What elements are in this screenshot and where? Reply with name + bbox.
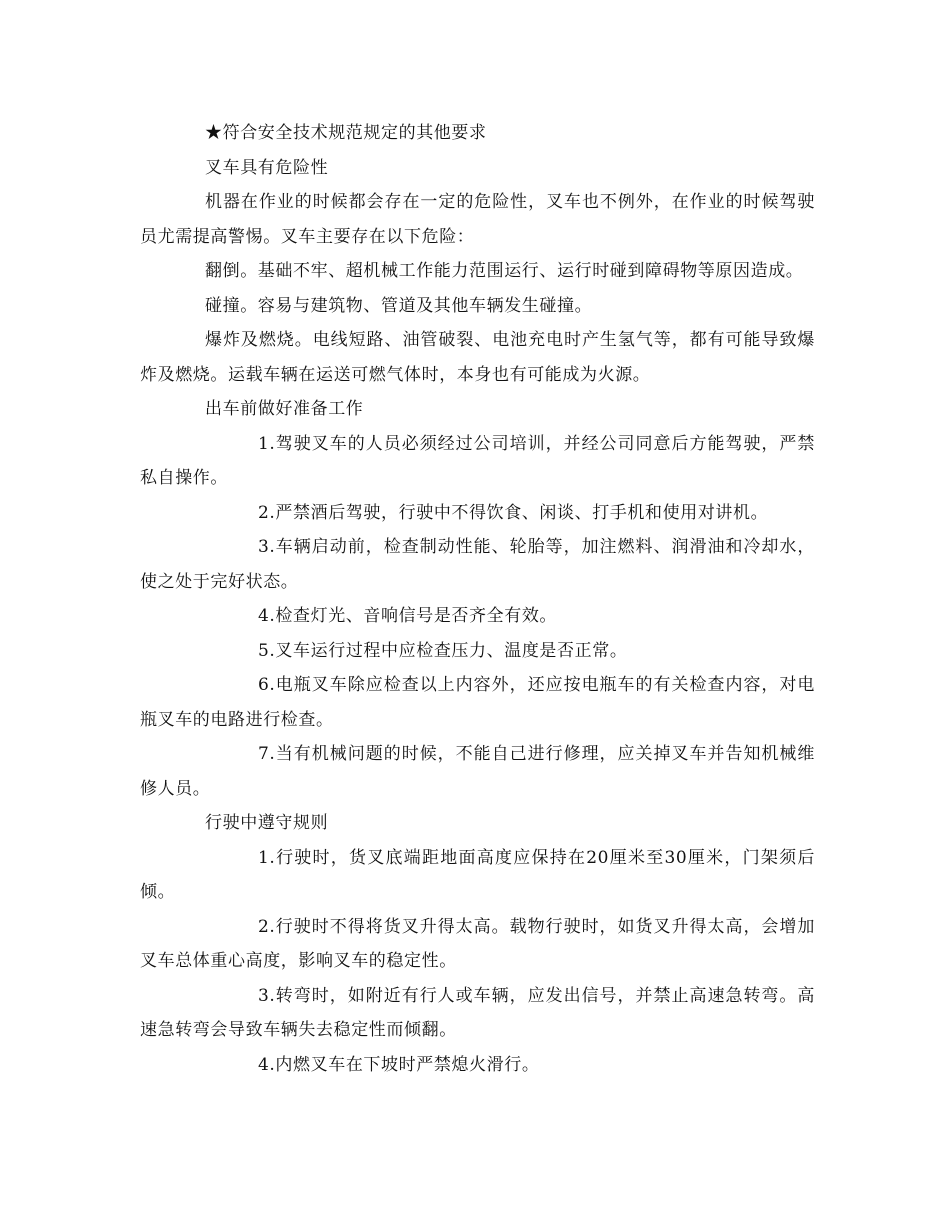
section-heading-forklift-hazards: 叉车具有危险性 xyxy=(205,157,329,178)
list-item-driving-rule-1: 1.行驶时，货叉底端距地面高度应保持在20厘米至30厘米，门架须后倾。 xyxy=(140,847,815,902)
list-item-pre-departure-7: 7.当有机械问题的时候，不能自己进行修理，应关掉叉车并告知机械维修人员。 xyxy=(140,744,815,799)
section-heading-pre-departure: 出车前做好准备工作 xyxy=(205,399,364,419)
list-item-pre-departure-1: 1.驾驶叉车的人员必须经过公司培训，并经公司同意后方能驾驶，严禁私自操作。 xyxy=(140,433,815,488)
document-body xyxy=(140,116,815,1082)
paragraph-explosion-fire: 爆炸及燃烧。电线短路、油管破裂、电池充电时产生氢气等，都有可能导致爆炸及燃烧。运载车辆在运送可燃气体时，本身也有可能成为火源。 xyxy=(140,330,815,385)
list-item-driving-rule-2: 2.行驶时不得将货叉升得太高。载物行驶时，如货叉升得太高，会增加叉车总体重心高度，影响叉车的稳定性。 xyxy=(140,916,815,971)
list-item-pre-departure-3: 3.车辆启动前，检查制动性能、轮胎等，加注燃料、润滑油和冷却水，使之处于完好状态。 xyxy=(140,537,815,592)
list-item-driving-rule-4: 4.内燃叉车在下坡时严禁熄火滑行。 xyxy=(258,1054,540,1075)
list-item-driving-rule-3: 3.转弯时，如附近有行人或车辆，应发出信号，并禁止高速急转弯。高速急转弯会导致车辆失去稳定性而倾翻。 xyxy=(140,985,815,1040)
list-item-pre-departure-6: 6.电瓶叉车除应检查以上内容外，还应按电瓶车的有关检查内容，对电瓶叉车的电路进行检查。 xyxy=(140,675,815,730)
list-item-pre-departure-4: 4.检查灯光、音响信号是否齐全有效。 xyxy=(258,606,558,626)
paragraph-hazards-intro: 机器在作业的时候都会存在一定的危险性，叉车也不例外，在作业的时候驾驶员尤需提高警惕。叉车主要存在以下危险： xyxy=(140,192,815,247)
paragraph-safety-requirements: ★符合安全技术规范规定的其他要求 xyxy=(205,123,487,143)
list-item-pre-departure-5: 5.叉车运行过程中应检查压力、温度是否正常。 xyxy=(258,640,628,661)
paragraph-overturn: 翻倒。基础不牢、超机械工作能力范围运行、运行时碰到障碍物等原因造成。 xyxy=(205,261,804,281)
paragraph-collision: 碰撞。容易与建筑物、管道及其他车辆发生碰撞。 xyxy=(205,295,593,316)
section-heading-driving-rules: 行驶中遵守规则 xyxy=(205,813,329,833)
list-item-pre-departure-2: 2.严禁酒后驾驶，行驶中不得饮食、闲谈、打手机和使用对讲机。 xyxy=(258,502,769,523)
